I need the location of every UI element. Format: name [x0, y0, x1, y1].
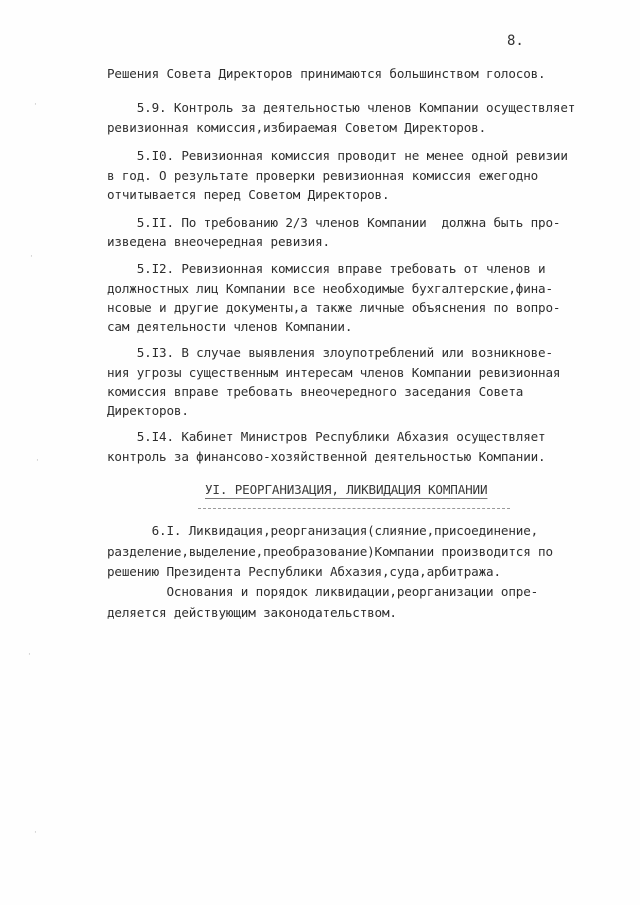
- text-line: Директоров.: [107, 403, 189, 418]
- section-heading: УI. РЕОРГАНИЗАЦИЯ, ЛИКВИДАЦИЯ КОМПАНИИ: [205, 482, 488, 497]
- text-line: 6.I. Ликвидация,реорганизация(слияние,присоединение,: [107, 523, 539, 538]
- text-line: ревизионная комиссия,избираемая Советом Директоров.: [107, 120, 487, 135]
- text-line: 5.I0. Ревизионная комиссия проводит не менее одной ревизии: [107, 148, 568, 163]
- text-line: 5.I2. Ревизионная комиссия вправе требовать от членов и: [107, 261, 546, 276]
- text-line: деляется действующим законодательством.: [107, 605, 397, 620]
- text-line: нсовые и другие документы,а также личные объяснения по вопро-: [107, 300, 561, 315]
- text-line: 5.I4. Кабинет Министров Республики Абхазия осуществляет: [107, 429, 546, 444]
- margin-mark: ·: [34, 100, 37, 110]
- heading-underline: [198, 508, 510, 509]
- text-line: Основания и порядок ликвидации,реорганизации опре-: [107, 584, 539, 599]
- margin-mark: ·: [30, 252, 33, 262]
- text-line: разделение,выделение,преобразование)Компании производится по: [107, 544, 553, 559]
- text-line: 5.I3. В случае выявления злоупотреблений или возникнове-: [107, 345, 553, 360]
- margin-mark: ·: [28, 650, 31, 660]
- text-line: Решения Совета Директоров принимаются большинством голосов.: [107, 66, 546, 81]
- text-line: 5.9. Контроль за деятельностью членов Компании осуществляет: [107, 100, 576, 115]
- text-line: решению Президента Республики Абхазия,суда,арбитража.: [107, 564, 501, 579]
- page-number: 8.: [507, 33, 524, 49]
- text-line: 5.II. По требованию 2/3 членов Компании должна быть про-: [107, 215, 561, 230]
- text-line: контроль за финансово-хозяйственной деятельностью Компании.: [107, 449, 546, 464]
- margin-mark: ·: [36, 456, 39, 466]
- text-line: ния угрозы существенным интересам членов Компании ревизионная: [107, 365, 561, 380]
- text-line: отчитывается перед Советом Директоров.: [107, 187, 390, 202]
- margin-mark: ·: [34, 828, 37, 838]
- text-line: в год. О результате проверки ревизионная комиссия ежегодно: [107, 168, 539, 183]
- text-line: изведена внеочередная ревизия.: [107, 234, 330, 249]
- text-line: комиссия вправе требовать внеочередного заседания Совета: [107, 384, 524, 399]
- text-line: должностных лиц Компании все необходимые бухгалтерские,фина-: [107, 281, 553, 296]
- text-line: сам деятельности членов Компании.: [107, 319, 353, 334]
